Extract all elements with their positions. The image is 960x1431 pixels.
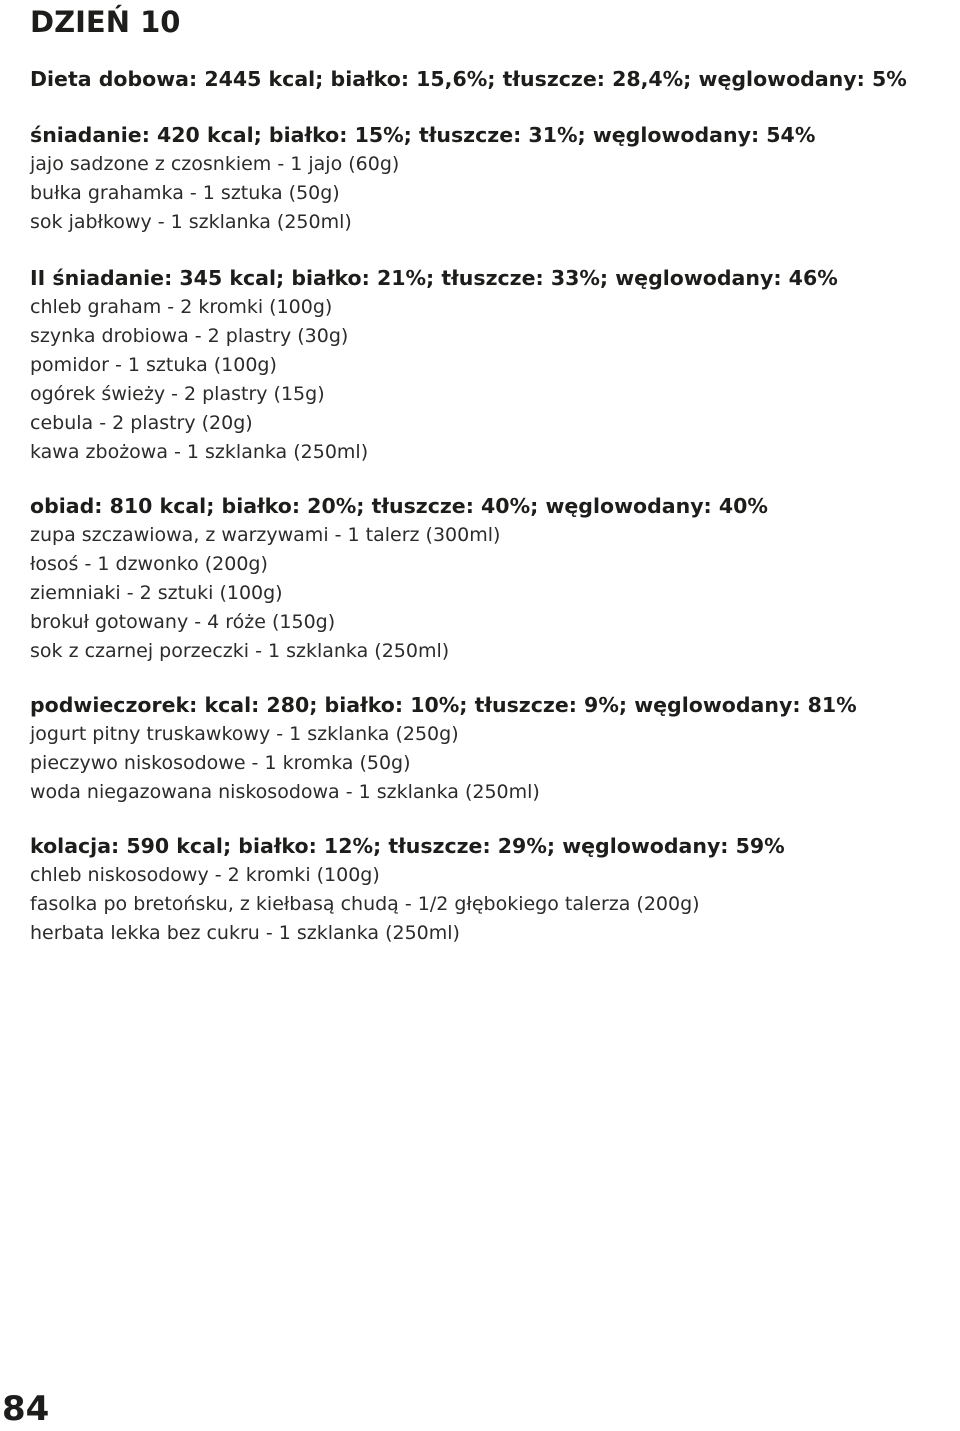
meal-dinner	[30, 831, 785, 948]
meal-item: ogórek świeży - 2 plastry (15g)	[30, 383, 325, 405]
meal-item: chleb niskosodowy - 2 kromki (100g)	[30, 864, 380, 886]
meal-heading: kolacja: 590 kcal; białko: 12%; tłuszcze: 29%; węglowodany: 59%	[30, 834, 785, 858]
meal-item: cebula - 2 plastry (20g)	[30, 412, 253, 434]
meal-item-list	[30, 521, 768, 666]
meal-lunch	[30, 491, 768, 666]
meal-item: sok z czarnej porzeczki - 1 szklanka (250ml)	[30, 640, 450, 662]
meal-item: pieczywo niskosodowe - 1 kromka (50g)	[30, 752, 411, 774]
meal-item: kawa zbożowa - 1 szklanka (250ml)	[30, 441, 369, 463]
meal-second-breakfast	[30, 263, 838, 467]
meal-heading: śniadanie: 420 kcal; białko: 15%; tłuszcze: 31%; węglowodany: 54%	[30, 123, 816, 147]
meal-heading: II śniadanie: 345 kcal; białko: 21%; tłuszcze: 33%; węglowodany: 46%	[30, 266, 838, 290]
page-title: DZIEŃ 10	[30, 5, 181, 39]
meal-heading: podwieczorek: kcal: 280; białko: 10%; tłuszcze: 9%; węglowodany: 81%	[30, 693, 857, 717]
meal-item: fasolka po bretońsku, z kiełbasą chudą - 1/2 głębokiego talerza (200g)	[30, 893, 700, 915]
meal-item: chleb graham - 2 kromki (100g)	[30, 296, 333, 318]
daily-diet-summary: Dieta dobowa: 2445 kcal; białko: 15,6%; tłuszcze: 28,4%; węglowodany: 5%	[30, 67, 907, 91]
meal-item: brokuł gotowany - 4 róże (150g)	[30, 611, 336, 633]
meal-item: woda niegazowana niskosodowa - 1 szklanka (250ml)	[30, 781, 540, 803]
meal-item: sok jabłkowy - 1 szklanka (250ml)	[30, 211, 352, 233]
meal-item: bułka grahamka - 1 sztuka (50g)	[30, 182, 340, 204]
meal-item-list	[30, 150, 815, 237]
meal-item: zupa szczawiowa, z warzywami - 1 talerz (300ml)	[30, 524, 501, 546]
meal-breakfast	[30, 120, 815, 237]
page-number: 84	[2, 1389, 50, 1429]
meal-item: szynka drobiowa - 2 plastry (30g)	[30, 325, 349, 347]
meal-item: łosoś - 1 dzwonko (200g)	[30, 553, 268, 575]
meal-afternoon-snack	[30, 690, 857, 807]
meal-item: herbata lekka bez cukru - 1 szklanka (250ml)	[30, 922, 460, 944]
meal-item-list	[30, 861, 785, 948]
meal-item: pomidor - 1 sztuka (100g)	[30, 354, 277, 376]
meal-item: ziemniaki - 2 sztuki (100g)	[30, 582, 283, 604]
meal-heading: obiad: 810 kcal; białko: 20%; tłuszcze: 40%; węglowodany: 40%	[30, 494, 768, 518]
meal-item-list	[30, 293, 838, 467]
meal-item: jajo sadzone z czosnkiem - 1 jajo (60g)	[30, 153, 400, 175]
meal-item: jogurt pitny truskawkowy - 1 szklanka (250g)	[30, 723, 459, 745]
meal-item-list	[30, 720, 857, 807]
